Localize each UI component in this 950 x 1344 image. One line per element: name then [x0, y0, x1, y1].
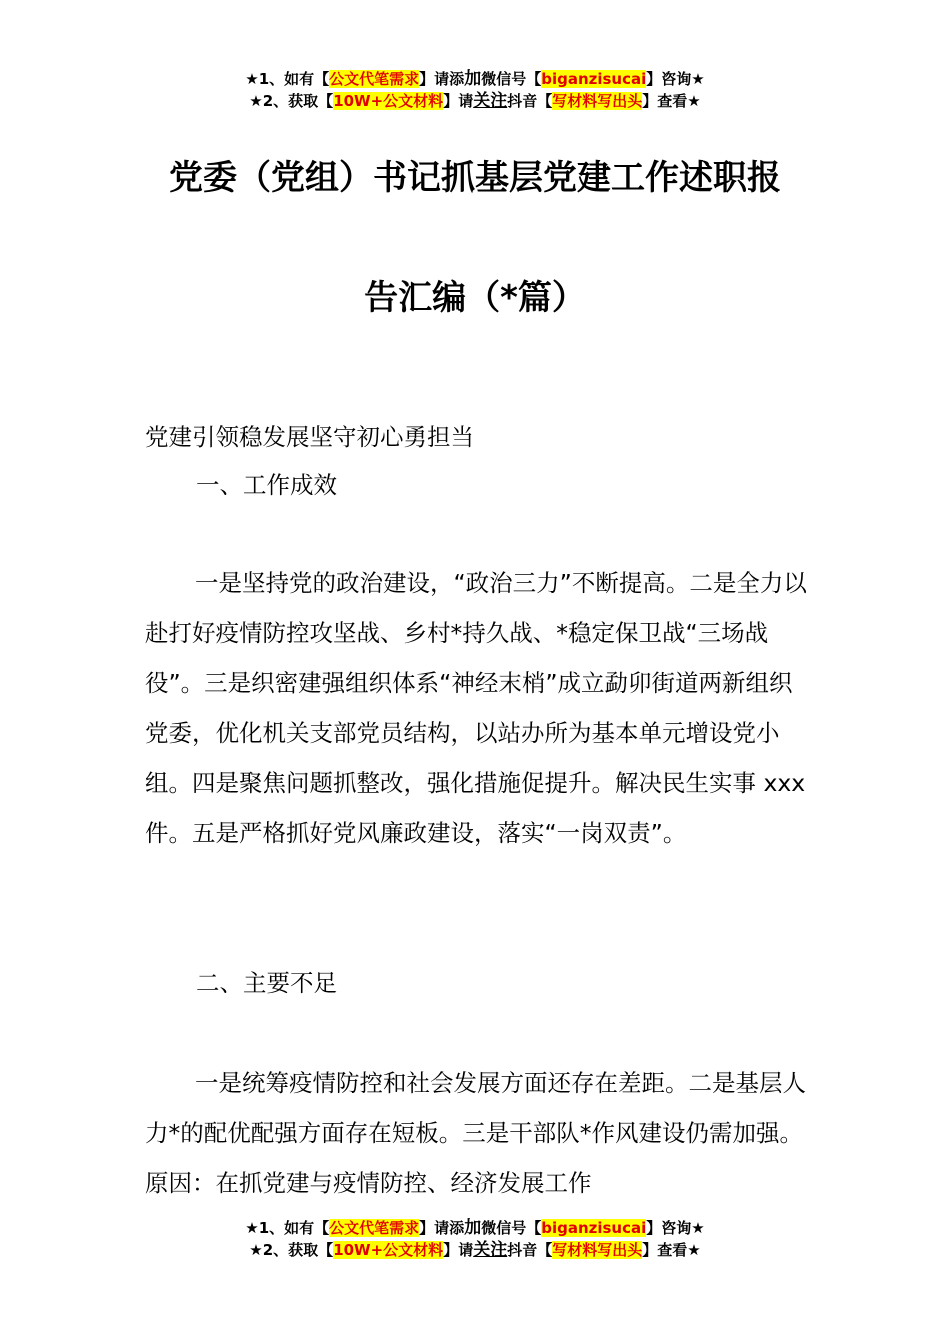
promo-text: ★2、获取【 — [249, 1241, 334, 1259]
section-heading-achievements: 一、工作成效 — [196, 471, 337, 499]
promo-text: 】查看★ — [642, 1241, 701, 1259]
promo-text: ★1、如有【 — [245, 70, 330, 88]
promo-line-1 — [0, 1217, 950, 1239]
promo-text: ★2、获取【 — [249, 92, 334, 110]
promo-text: 抖音【 — [507, 1241, 553, 1259]
promo-emphasis: 关注 — [473, 91, 508, 111]
promo-text: 微信号【 — [481, 70, 542, 88]
promo-text: 】咨询★ — [646, 1219, 705, 1237]
section-heading-shortcomings: 二、主要不足 — [196, 969, 337, 997]
promo-text: 】请添 — [419, 1219, 465, 1237]
promo-text: 微信号【 — [481, 1219, 542, 1237]
promo-emphasis: 加 — [464, 69, 482, 89]
promo-text: 】请添 — [419, 70, 465, 88]
document-title-line-2: 告汇编（*篇） — [364, 278, 586, 318]
promo-highlight: 10W+公文材料 — [333, 1241, 444, 1259]
promo-text: 】查看★ — [642, 92, 701, 110]
promo-text: ★1、如有【 — [245, 1219, 330, 1237]
top-promo-banner — [0, 68, 950, 112]
promo-highlight: 写材料写出头 — [552, 92, 643, 110]
bottom-promo-banner — [0, 1217, 950, 1261]
promo-highlight: 写材料写出头 — [552, 1241, 643, 1259]
document-title-line-1: 党委（党组）书记抓基层党建工作述职报 — [169, 158, 781, 198]
promo-highlight: 公文代笔需求 — [329, 70, 420, 88]
promo-highlight: biganzisucai — [541, 70, 647, 88]
promo-highlight: biganzisucai — [541, 1219, 647, 1237]
promo-emphasis: 加 — [464, 1218, 482, 1238]
promo-line-2 — [0, 90, 950, 112]
promo-emphasis: 关注 — [473, 1240, 508, 1260]
promo-line-2 — [0, 1239, 950, 1261]
promo-text: 】请 — [443, 92, 474, 110]
promo-line-1 — [0, 68, 950, 90]
section-body-shortcomings: 一是统筹疫情防控和社会发展方面还存在差距。二是基层人力*的配优配强方面存在短板。三是干部队*作风建设仍需加强。原因：在抓党建与疫情防控、经济发展工作 — [145, 1069, 806, 1197]
promo-text: 】咨询★ — [646, 70, 705, 88]
document-subtitle: 党建引领稳发展坚守初心勇担当 — [145, 423, 474, 451]
section-body-achievements: 一是坚持党的政治建设，“政治三力”不断提高。二是全力以赴打好疫情防控攻坚战、乡村*持久战、*稳定保卫战“三场战役”。三是织密建强组织体系“神经末梢”成立勐卯街道两新组织党委，优化机关支部党员结构，以站办所为基本单元增设党小组。四是聚焦问题抓整改，强化措施促提升。解决民生实事 xxx 件。五是严格抓好党风廉政建设，落实“一岗双责”。 — [145, 569, 807, 847]
promo-text: 】请 — [443, 1241, 474, 1259]
promo-highlight: 公文代笔需求 — [329, 1219, 420, 1237]
promo-highlight: 10W+公文材料 — [333, 92, 444, 110]
promo-text: 抖音【 — [507, 92, 553, 110]
